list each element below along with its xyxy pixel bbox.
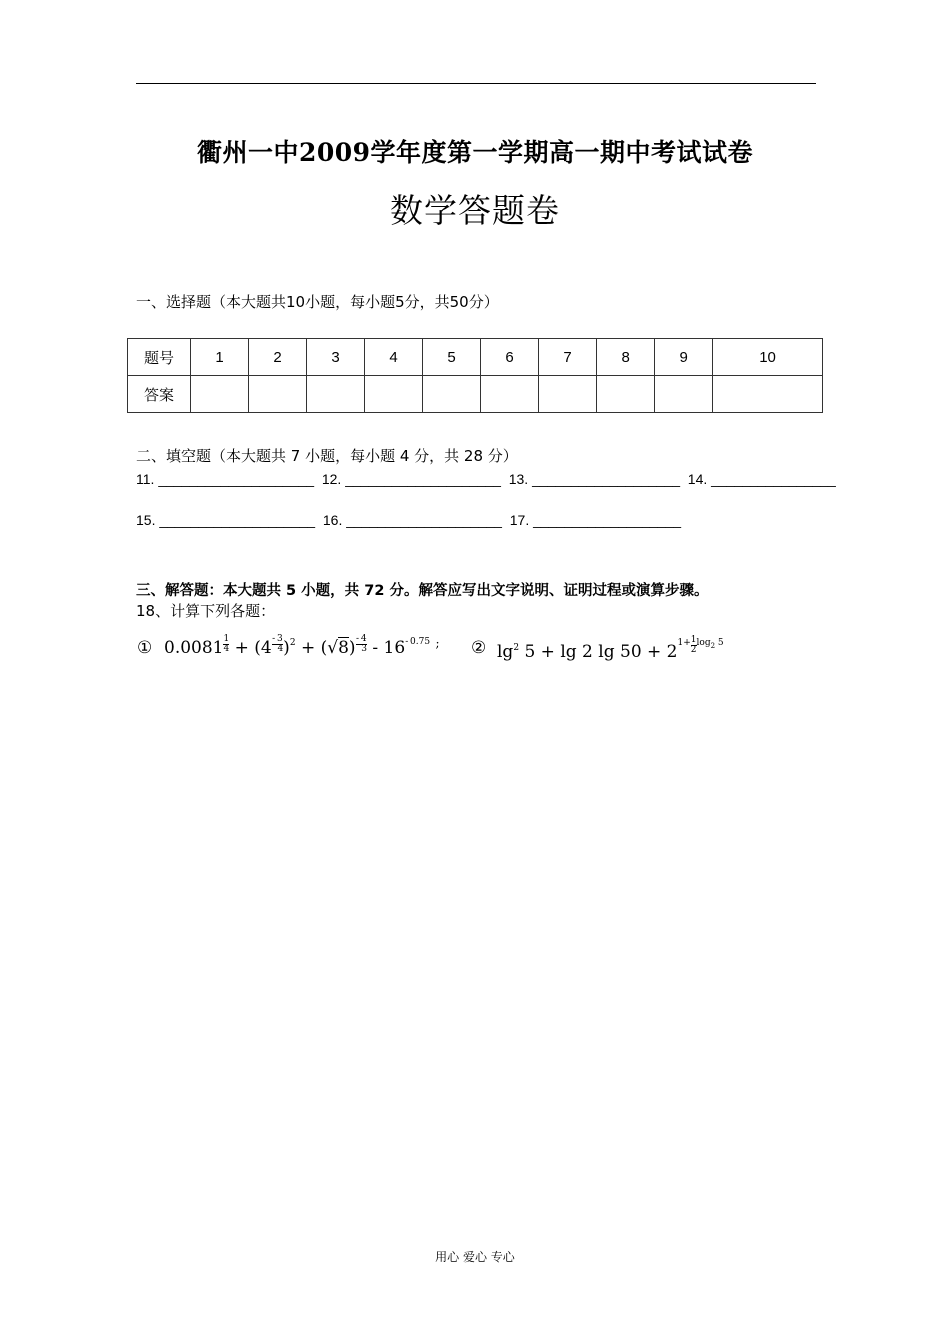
- table-row: [128, 339, 823, 376]
- question-number: 6: [481, 339, 539, 376]
- answer-sheet-subtitle: 数学答题卷: [390, 191, 560, 230]
- answer-cell[interactable]: [539, 376, 597, 413]
- exam-title: 衢州一中2009学年度第一学期高一期中考试试卷: [196, 138, 754, 167]
- question-number: 1: [191, 339, 249, 376]
- question-number: 9: [655, 339, 713, 376]
- question-number: 5: [423, 339, 481, 376]
- answer-cell[interactable]: [481, 376, 539, 413]
- answer-cell[interactable]: [655, 376, 713, 413]
- question-number: 4: [365, 339, 423, 376]
- blank-label: 13.: [508, 471, 529, 487]
- answer-cell[interactable]: [191, 376, 249, 413]
- top-rule: [136, 83, 816, 84]
- blank-label: 11.: [136, 471, 155, 487]
- table-row: [128, 376, 823, 413]
- blank-label: 14.: [687, 471, 708, 487]
- row-label-number: 题号: [128, 339, 191, 376]
- blank-label: 12.: [321, 471, 342, 487]
- fill-blank-row-1: 11. ____________________ 12. ____________________ 13. ___________________ 14. ________________: [136, 471, 836, 487]
- blank-label: 15.: [136, 512, 156, 528]
- page-footer: 用心 爱心 专心: [435, 1250, 515, 1264]
- question-number: 7: [539, 339, 597, 376]
- question-number: 3: [307, 339, 365, 376]
- blank-label: 17.: [509, 512, 530, 528]
- answer-cell[interactable]: [423, 376, 481, 413]
- blank-label: 16.: [322, 512, 343, 528]
- answer-cell[interactable]: [307, 376, 365, 413]
- answer-cell[interactable]: [249, 376, 307, 413]
- question-18-label: 18、计算下列各题：: [136, 602, 276, 620]
- math-expression-2: $\lg^2 5 + \lg 2$ $\lg 50 + 2^{1+}\frac{1}{2}$ $^{log_2 5}$: [497, 635, 724, 662]
- subquestion-marker-1: ①: [137, 638, 153, 658]
- answer-cell[interactable]: [597, 376, 655, 413]
- section1-heading: 一、选择题（本大题共10小题，每小题5分，共50分）: [136, 293, 499, 311]
- choice-answer-table: [127, 338, 823, 413]
- question-number: 8: [597, 339, 655, 376]
- question-number: 2: [249, 339, 307, 376]
- subquestion-marker-2: ②: [471, 638, 487, 658]
- answer-cell[interactable]: [713, 376, 823, 413]
- question-number: 10: [713, 339, 823, 376]
- section3-heading: 三、解答题：本大题共 5 小题，共 72 分。解答应写出文字说明、证明过程或演算步骤。: [136, 583, 709, 599]
- answer-cell[interactable]: [365, 376, 423, 413]
- row-label-answer: 答案: [128, 376, 191, 413]
- section2-heading: 二、填空题（本大题共 7 小题，每小题 4 分，共 28 分）: [136, 447, 518, 465]
- math-expression-1: $0.0081\frac{1}{4}$ + ($4\frac{- 3}{4}$ )$^2 + (√8)\frac{- 4}{3}$ - $16^{- 0.75}$ ;: [164, 634, 440, 658]
- fill-blank-row-2: 15. ____________________ 16. ____________________ 17. ___________________: [136, 512, 682, 528]
